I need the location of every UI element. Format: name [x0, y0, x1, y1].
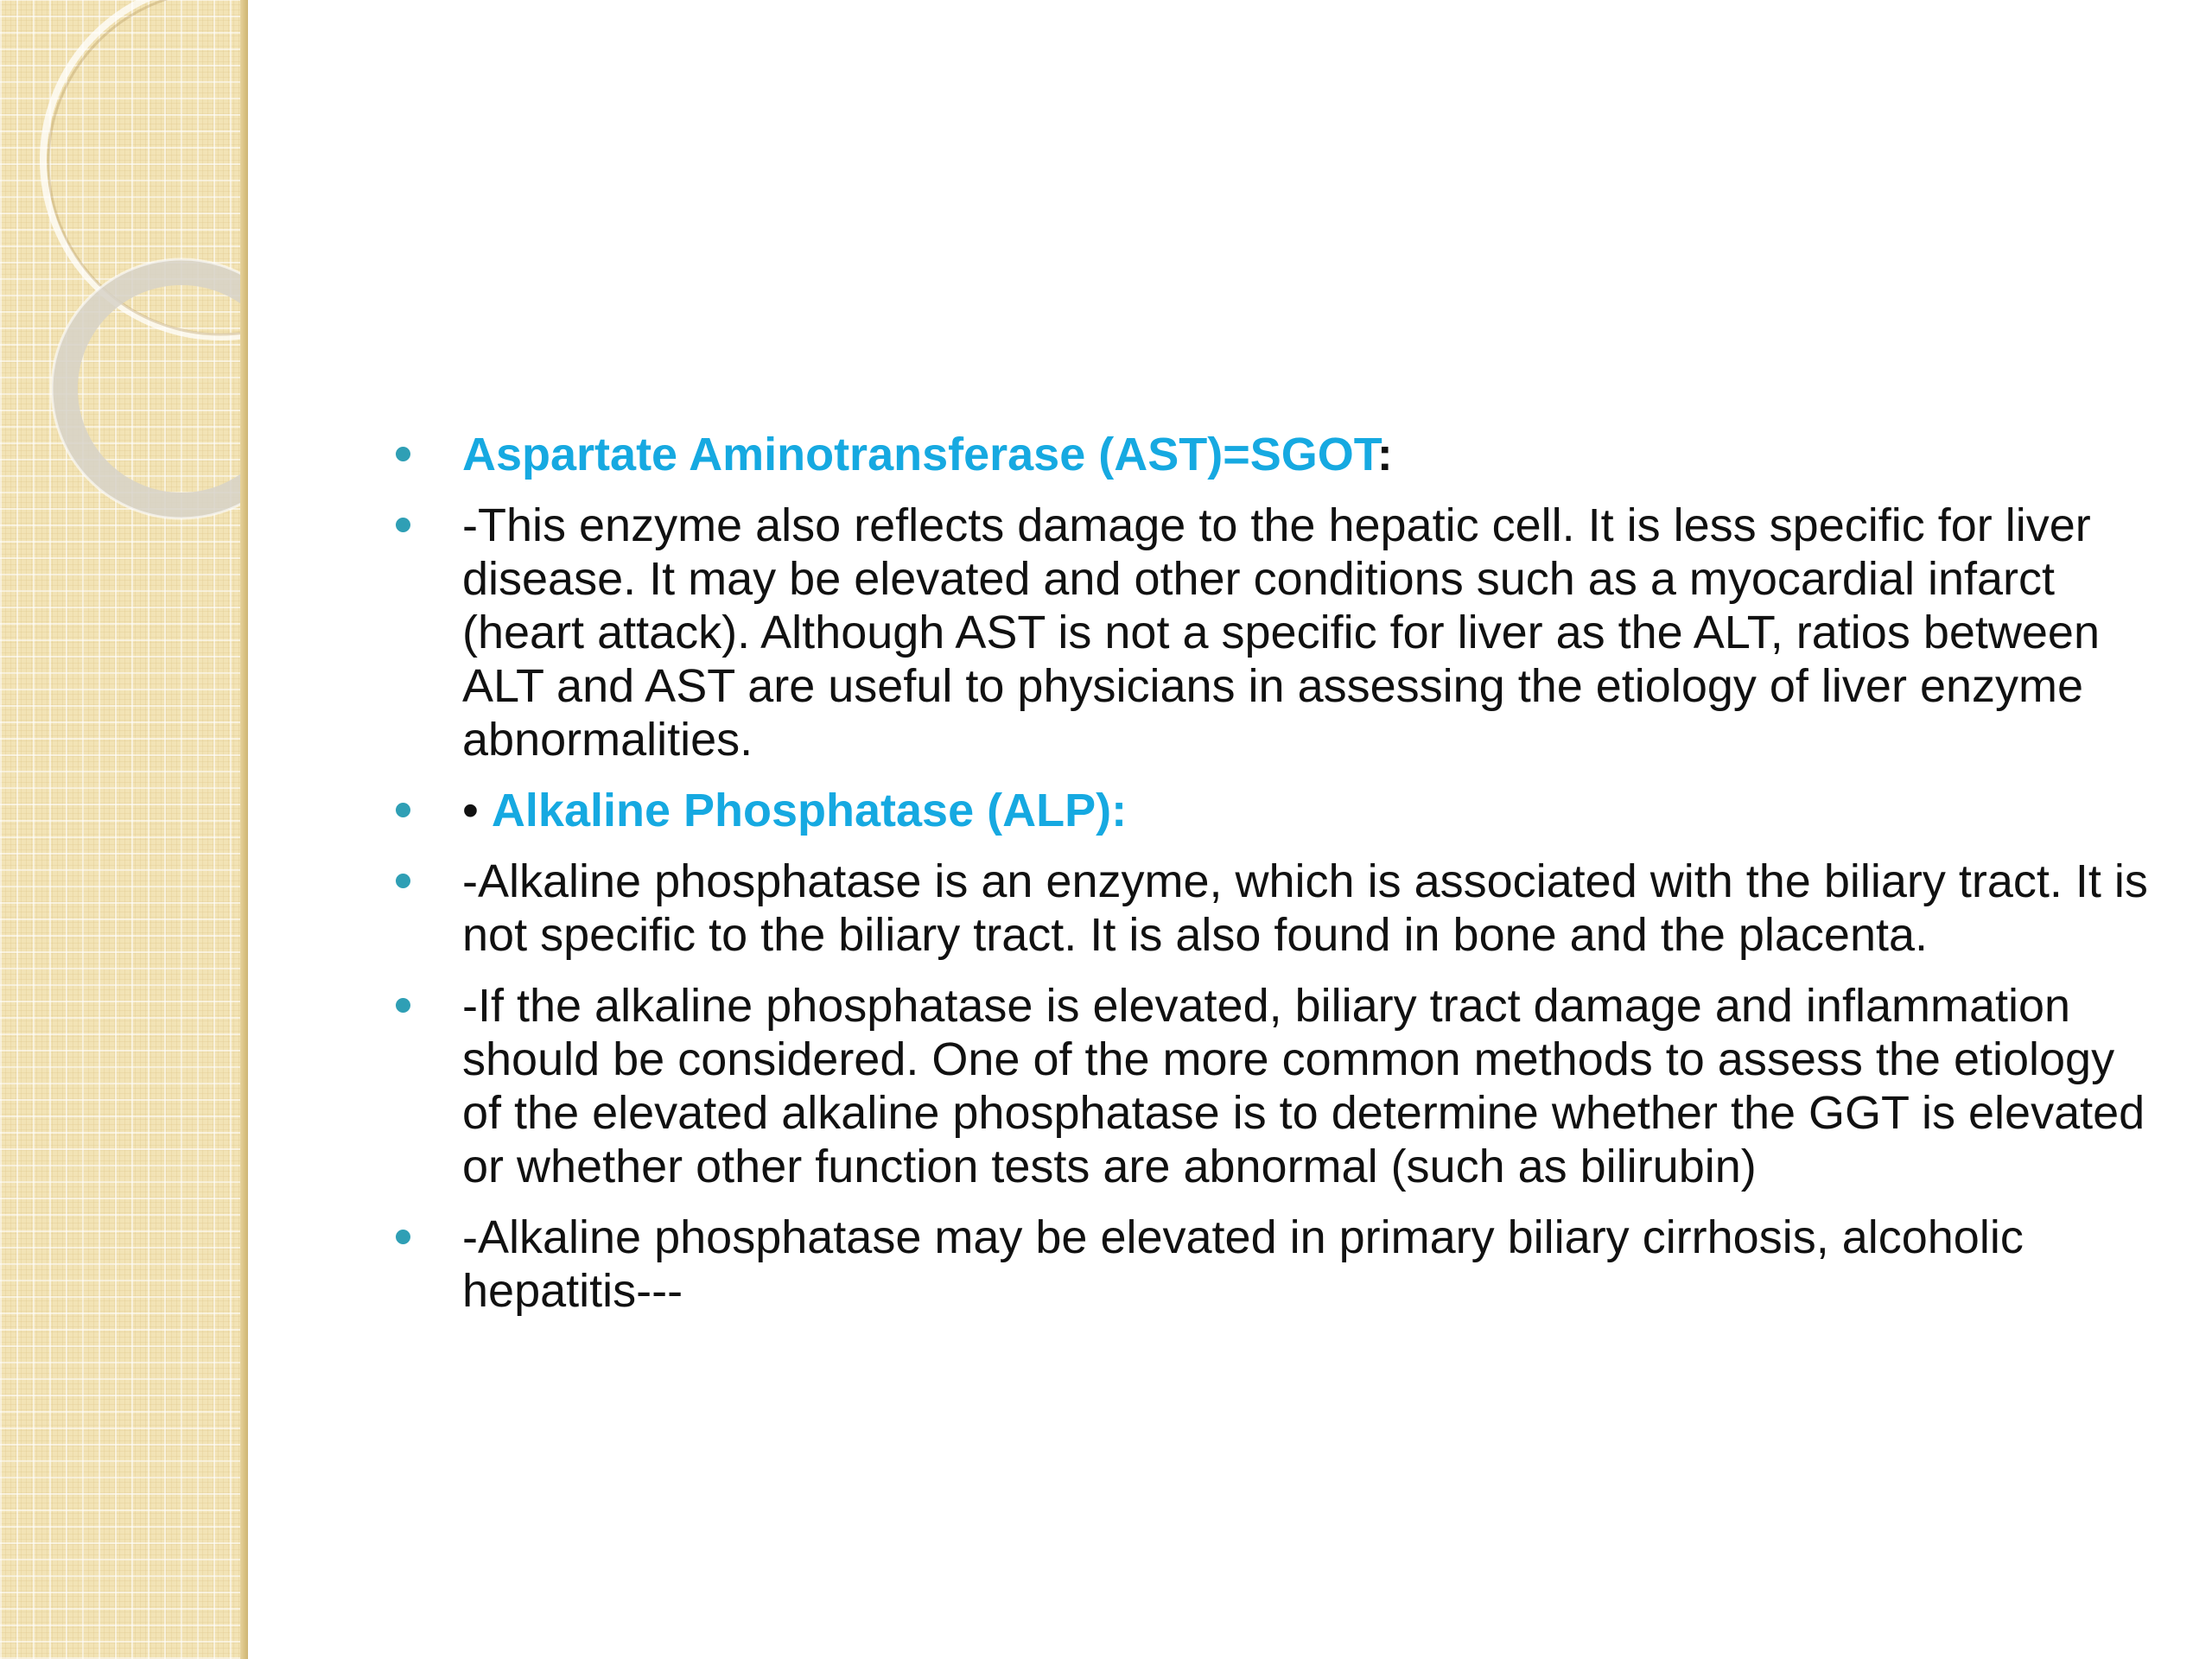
- bullet-icon: [396, 1230, 410, 1244]
- alp-heading-prefix: •: [462, 785, 492, 836]
- bullet-icon: [396, 447, 410, 461]
- list-item: [389, 855, 2152, 962]
- decorative-sidebar: [0, 0, 248, 1659]
- decorative-rings: [0, 0, 248, 553]
- bullet-icon: [396, 518, 410, 532]
- bullet-icon: [396, 803, 410, 817]
- sidebar-edge: [240, 0, 248, 1659]
- alp-description: -Alkaline phosphatase is an enzyme, which is associated with the biliary tract. It is not specific to the biliary tract. It is also found in bone and the placenta.: [462, 855, 2148, 961]
- ast-heading: Aspartate Aminotransferase (AST)=SGOT: [462, 429, 1377, 480]
- list-item: [389, 1211, 2152, 1318]
- bullet-icon: [396, 998, 410, 1013]
- list-item: [389, 499, 2152, 766]
- list-item: [389, 428, 2152, 481]
- small-ring: [65, 272, 248, 505]
- ast-heading-colon: :: [1376, 429, 1393, 480]
- alp-heading: Alkaline Phosphatase (ALP):: [491, 785, 1128, 836]
- small-ring-highlight: [52, 259, 248, 518]
- alp-elevated-text: -If the alkaline phosphatase is elevated, biliary tract damage and inflammation should be considered. One of the more common methods to assess the etiology of the elevated alkaline phosphatase is to determine whether the GGT is elevated or whether other function tests are abnormal (such as bilirubin): [462, 980, 2145, 1192]
- list-item: [389, 784, 2152, 837]
- slide-content: [389, 428, 2152, 1335]
- alp-conditions-text: -Alkaline phosphatase may be elevated in primary biliary cirrhosis, alcoholic hepatitis---: [462, 1211, 2024, 1317]
- bullet-icon: [396, 874, 410, 888]
- ast-description: -This enzyme also reflects damage to the hepatic cell. It is less specific for liver disease. It may be elevated and other conditions such as a myocardial infarct (heart attack). Although AST is not a specific for liver as the ALT, ratios between ALT and AST are useful to physicians in assessing the etiology of liver enzyme abnormalities.: [462, 499, 2100, 766]
- list-item: [389, 979, 2152, 1193]
